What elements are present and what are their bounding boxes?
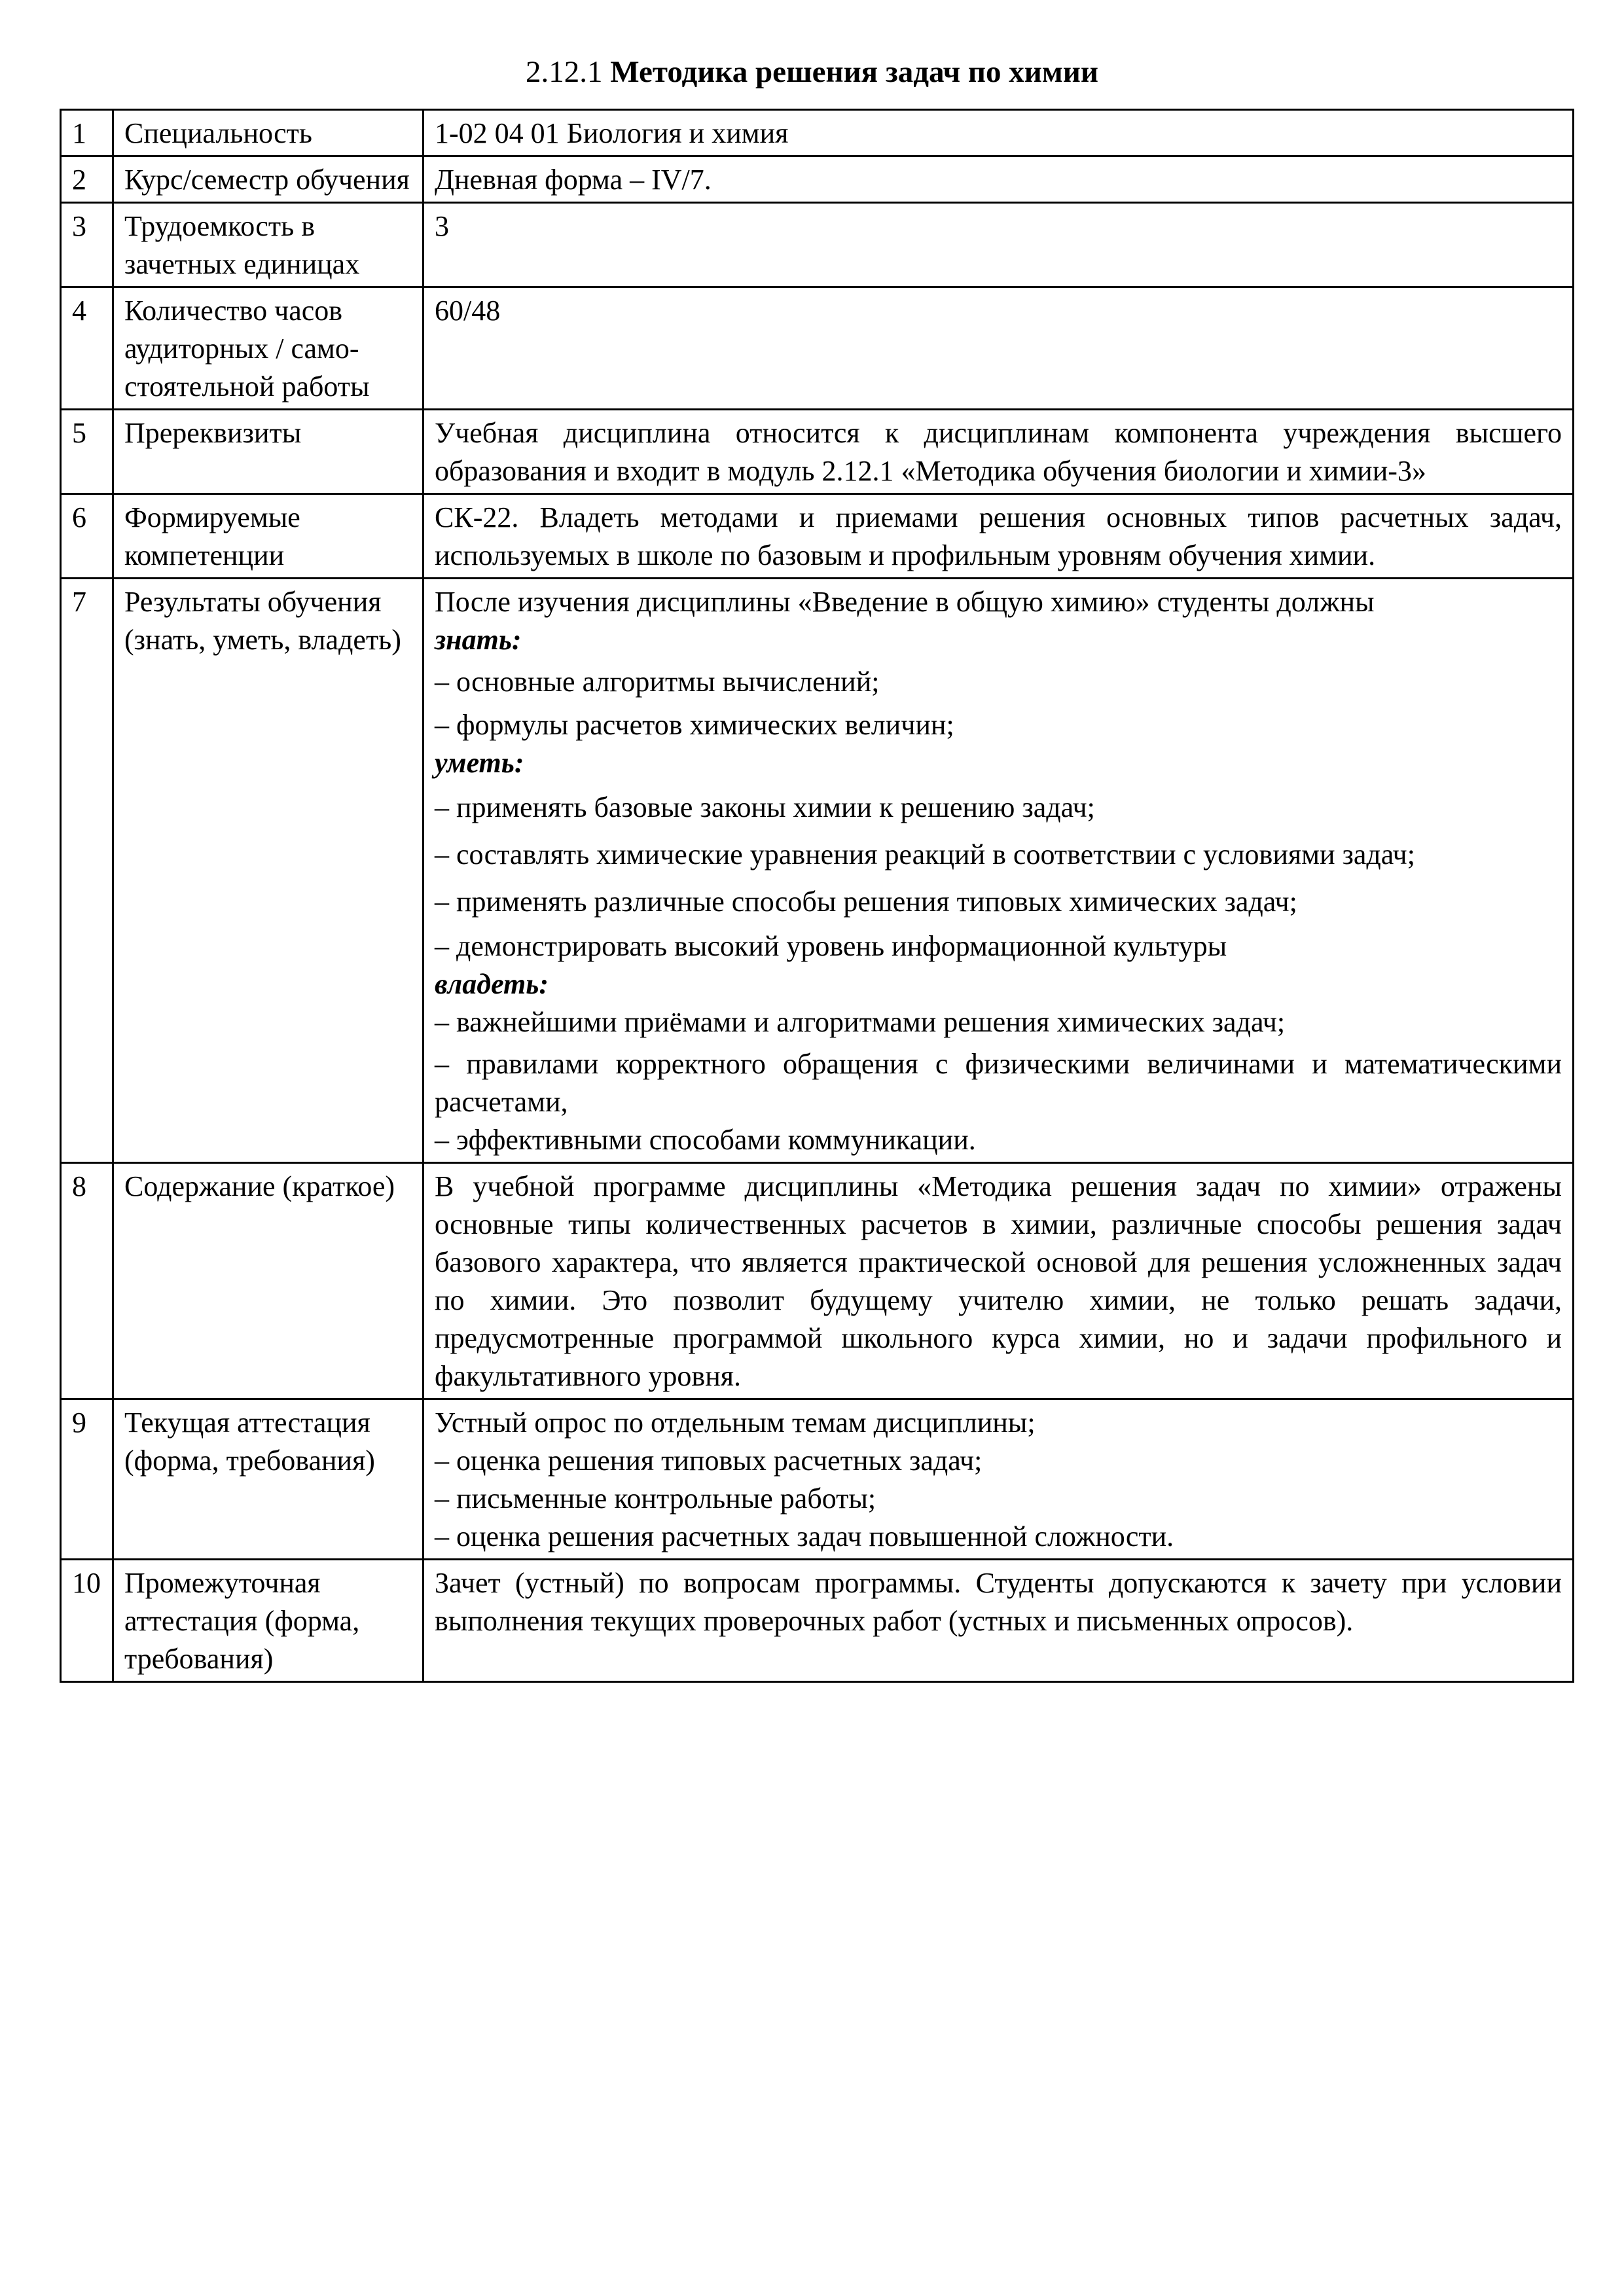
row-value: В учебной программе дисциплины «Методика решения задач по химии» отражены основные типы количественных расчетов в химии, различные способы решения задач базового характера, что является практической основой для решения усложненных задач по химии. Это позволит будущему учителю химии, не только решать задачи, предусмотренные программой школьного курса химии, но и задачи профильного и факультативного уровня.	[424, 1163, 1574, 1399]
row-label: Формируемые компетенции	[113, 494, 424, 579]
row-value: Зачет (устный) по вопросам программы. Студенты допускаются к зачету при условии выполнения текущих проверочных работ (устных и письменных опросов).	[424, 1560, 1574, 1682]
row-value: Дневная форма – IV/7.	[424, 156, 1574, 203]
row-label: Специальность	[113, 110, 424, 156]
row-value: СК-22. Владеть методами и приемами решения основных типов расчетных задач, используемых в школе по базовым и профильным уровням обучения химии.	[424, 494, 1574, 579]
row-number: 2	[61, 156, 113, 203]
can-item: – составлять химические уравнения реакций в соответствии с условиями задач;	[435, 838, 1415, 870]
own-item: – важнейшими приёмами и алгоритмами решения химических задач;	[435, 1006, 1286, 1038]
table-row	[61, 156, 1574, 203]
table-row	[61, 287, 1574, 410]
know-item: – основные алгоритмы вычислений;	[435, 666, 880, 698]
row-label: Курс/семестр обучения	[113, 156, 424, 203]
row-number: 10	[61, 1560, 113, 1682]
assessment-line: – оценка решения типовых расчетных задач;	[435, 1444, 983, 1477]
row-label: Содержание (краткое)	[113, 1163, 424, 1399]
row-number: 1	[61, 110, 113, 156]
row-number: 5	[61, 410, 113, 494]
row-label: Результаты обучения (знать, уметь, владеть)	[113, 579, 424, 1163]
can-heading: уметь:	[435, 747, 524, 779]
section-number: 2.12.1	[526, 55, 603, 89]
row-value: 1-02 04 01 Биология и химия	[424, 110, 1574, 156]
know-heading: знать:	[435, 624, 522, 656]
table-row	[61, 1163, 1574, 1399]
section-name: Методика решения задач по химии	[610, 55, 1098, 89]
page-title	[0, 54, 1624, 90]
row-value: 3	[424, 203, 1574, 287]
can-item: – демонстрировать высокий уровень информационной культуры	[435, 930, 1227, 962]
outcomes-intro: После изучения дисциплины «Введение в общую химию» студенты должны	[435, 586, 1375, 618]
discipline-table	[60, 109, 1574, 1683]
own-item: – правилами корректного обращения с физическими величинами и математическими расчетами,	[435, 1048, 1562, 1118]
row-label: Текущая аттестация (форма, требования)	[113, 1399, 424, 1560]
learning-outcomes	[424, 579, 1574, 1163]
table-row	[61, 203, 1574, 287]
row-number: 8	[61, 1163, 113, 1399]
row-label: Промежуточная аттестация (форма, требования)	[113, 1560, 424, 1682]
row-label: Количество часов аудиторных / само-стоятельной работы	[113, 287, 424, 410]
table-row	[61, 110, 1574, 156]
own-item: – эффективными способами коммуникации.	[435, 1124, 976, 1156]
know-item: – формулы расчетов химических величин;	[435, 709, 954, 741]
assessment-line: – оценка решения расчетных задач повышенной сложности.	[435, 1520, 1174, 1552]
row-label: Трудоемкость в зачетных единицах	[113, 203, 424, 287]
can-item: – применять различные способы решения типовых химических задач;	[435, 886, 1297, 918]
row-value: Учебная дисциплина относится к дисциплинам компонента учреждения высшего образования и входит в модуль 2.12.1 «Методика обучения биологии и химии-3»	[424, 410, 1574, 494]
table-row	[61, 579, 1574, 1163]
row-number: 9	[61, 1399, 113, 1560]
row-value: 60/48	[424, 287, 1574, 410]
table-row	[61, 410, 1574, 494]
table-row	[61, 494, 1574, 579]
table-row	[61, 1560, 1574, 1682]
assessment-line: – письменные контрольные работы;	[435, 1482, 876, 1515]
assessment-line: Устный опрос по отдельным темам дисциплины;	[435, 1407, 1036, 1439]
current-assessment	[424, 1399, 1574, 1560]
row-number: 7	[61, 579, 113, 1163]
own-heading: владеть:	[435, 968, 549, 1000]
row-label: Пререквизиты	[113, 410, 424, 494]
table-row	[61, 1399, 1574, 1560]
row-number: 6	[61, 494, 113, 579]
can-item: – применять базовые законы химии к решению задач;	[435, 791, 1095, 823]
row-number: 3	[61, 203, 113, 287]
row-number: 4	[61, 287, 113, 410]
